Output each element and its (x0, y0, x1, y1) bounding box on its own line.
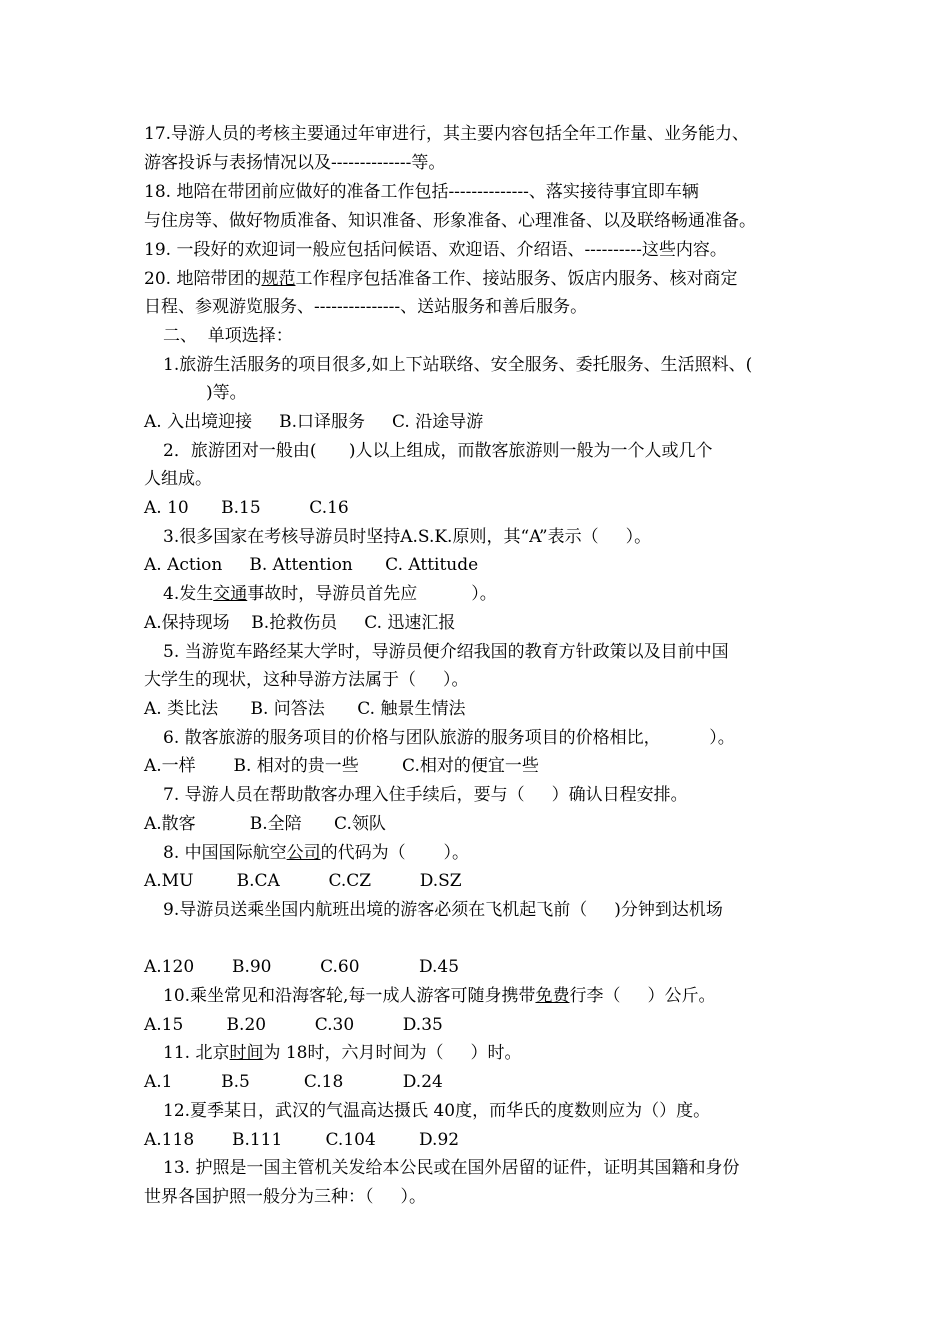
mc-question-10-options: A.15 B.20 C.30 D.35 (144, 1015, 443, 1035)
mc-question-1-line-2: )等。 (206, 383, 247, 403)
q8-underlined-word: 公司 (286, 843, 321, 863)
mc-question-13-line-1: 13. 护照是一国主管机关发给本公民或在国外居留的证件，证明其国籍和身份 (163, 1158, 740, 1178)
mc-question-5-options: A. 类比法 B. 问答法 C. 触景生情法 (144, 699, 466, 719)
mc-question-4-options: A.保持现场 B.抢救伤员 C. 迅速汇报 (144, 613, 456, 633)
q20-text-a: 20. 地陪带团的 (144, 269, 262, 289)
mc-question-9-options: A.120 B.90 C.60 D.45 (144, 957, 460, 977)
q8-text-a: 8. 中国国际航空 (163, 843, 287, 863)
q11-underlined-word: 时间 (229, 1043, 264, 1063)
fill-question-17-line-2: 游客投诉与表扬情况以及--------------等。 (144, 153, 446, 173)
mc-question-12-options: A.118 B.111 C.104 D.92 (144, 1130, 460, 1150)
q11-text-b: 为 18时，六月时间为（ ）时。 (263, 1043, 522, 1063)
mc-question-11 (163, 1040, 522, 1066)
mc-question-8 (163, 840, 469, 866)
mc-question-13-line-2: 世界各国护照一般分为三种：（ ）。 (144, 1187, 427, 1207)
fill-question-20-line-2: 日程、参观游览服务、---------------、送站服务和善后服务。 (144, 297, 588, 317)
mc-question-5-line-1: 5. 当游览车路经某大学时，导游员便介绍我国的教育方针政策以及目前中国 (163, 642, 729, 662)
mc-question-2-options: A. 10 B.15 C.16 (144, 498, 349, 518)
mc-question-6: 6. 散客旅游的服务项目的价格与团队旅游的服务项目的价格相比， ）。 (163, 728, 735, 748)
mc-question-3: 3.很多国家在考核导游员时坚持A.S.K.原则，其“A”表示（ ）。 (163, 527, 652, 547)
mc-question-2-line-1: 2．旅游团对一般由( )人以上组成，而散客旅游则一般为一个人或几个 (163, 441, 713, 461)
mc-question-6-options: A.一样 B. 相对的贵一些 C.相对的便宜一些 (144, 756, 539, 776)
section-heading-single-choice: 二、 单项选择： (163, 326, 293, 346)
fill-question-18-line-1: 18. 地陪在带团前应做好的准备工作包括--------------、落实接待事宜即车辆 (144, 182, 699, 202)
q10-underlined-word: 免费 (535, 986, 570, 1006)
q4-text-a: 4.发生 (163, 584, 214, 604)
mc-question-4 (163, 581, 497, 607)
mc-question-2-line-2: 人组成。 (144, 469, 212, 489)
q10-text-a: 10.乘坐常见和沿海客轮,每一成人游客可随身携带 (163, 986, 536, 1006)
q20-underlined-word: 规范 (261, 269, 296, 289)
mc-question-11-options: A.1 B.5 C.18 D.24 (144, 1072, 443, 1092)
mc-question-7-options: A.散客 B.全陪 C.领队 (144, 814, 386, 834)
fill-question-17-line-1: 17.导游人员的考核主要通过年审进行，其主要内容包括全年工作量、业务能力、 (144, 124, 750, 144)
q11-text-a: 11. 北京 (163, 1043, 230, 1063)
mc-question-7: 7. 导游人员在帮助散客办理入住手续后，要与（ ）确认日程安排。 (163, 785, 688, 805)
mc-question-10 (163, 983, 715, 1009)
q20-text-b: 工作程序包括准备工作、接站服务、饭店内服务、核对商定 (295, 269, 738, 289)
mc-question-3-options: A. Action B. Attention C. Attitude (144, 555, 479, 575)
mc-question-9: 9.导游员送乘坐国内航班出境的游客必须在飞机起飞前（ )分钟到达机场 (163, 900, 723, 920)
fill-question-19: 19. 一段好的欢迎词一般应包括问候语、欢迎语、介绍语、----------这些内容。 (144, 240, 727, 260)
mc-question-8-options: A.MU B.CA C.CZ D.SZ (144, 871, 462, 891)
fill-question-18-line-2: 与住房等、做好物质准备、知识准备、形象准备、心理准备、以及联络畅通准备。 (144, 211, 756, 231)
mc-question-1-line-1: 1.旅游生活服务的项目很多,如上下站联络、安全服务、委托服务、生活照料、( (163, 355, 753, 375)
fill-question-20-line-1 (144, 266, 737, 292)
mc-question-12: 12.夏季某日，武汉的气温高达摄氏 40度，而华氏的度数则应为（）度。 (163, 1101, 711, 1121)
mc-question-1-options: A. 入出境迎接 B.口译服务 C. 沿途导游 (144, 412, 484, 432)
q8-text-b: 的代码为（ ）。 (320, 843, 469, 863)
mc-question-5-line-2: 大学生的现状，这种导游方法属于（ ）。 (144, 670, 469, 690)
q4-underlined-word: 交通 (213, 584, 248, 604)
q10-text-b: 行李（ ）公斤。 (569, 986, 716, 1006)
q4-text-b: 事故时，导游员首先应 ）。 (247, 584, 497, 604)
